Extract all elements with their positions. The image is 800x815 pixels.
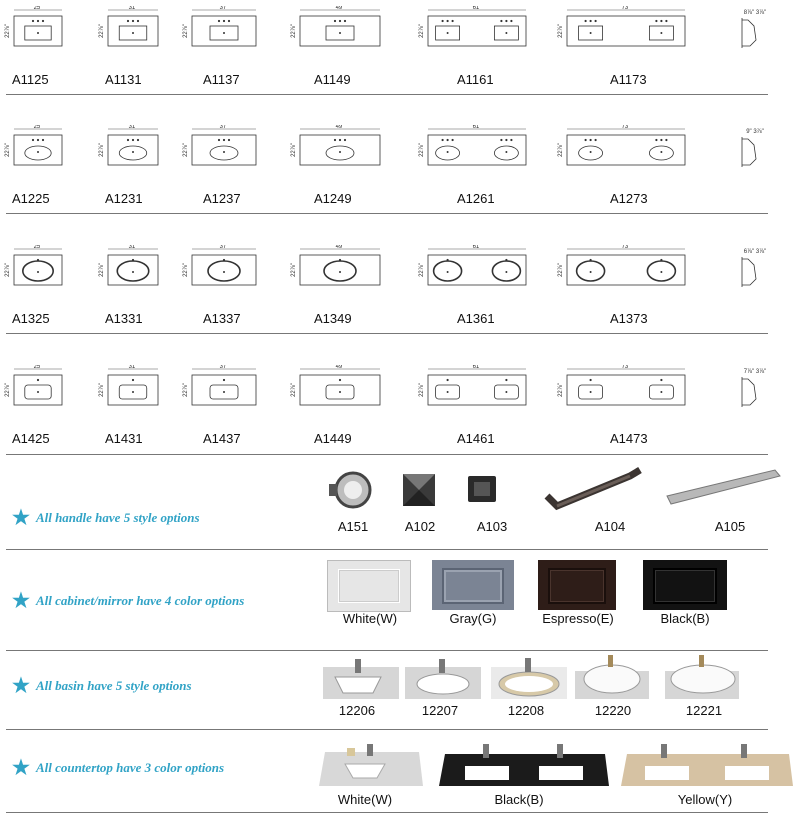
- width-dimension: 37": [219, 365, 229, 370]
- faucet-hole: [660, 259, 662, 261]
- depth-dimension: 22⅞": [291, 24, 297, 38]
- basin-code: 12221: [685, 703, 723, 718]
- faucet-hole: [218, 139, 220, 141]
- faucet-hole: [132, 259, 134, 261]
- drain-hole: [223, 32, 225, 34]
- faucet-hole: [590, 259, 592, 261]
- vanity-drawing-row: [0, 245, 800, 303]
- drain-hole: [660, 271, 662, 273]
- vanity-drawing-row: [0, 6, 800, 64]
- handle-code: A102: [404, 519, 436, 534]
- faucet-hole: [665, 139, 667, 141]
- drain-hole: [447, 151, 449, 153]
- drain-hole: [660, 391, 662, 393]
- width-dimension: 49": [335, 6, 345, 11]
- drain-hole: [37, 271, 39, 273]
- width-dimension: 61": [472, 6, 482, 11]
- cabinet-espresso-swatch: [538, 560, 616, 610]
- faucet-hole: [500, 20, 502, 22]
- drain-hole: [590, 151, 592, 153]
- drain-hole: [660, 32, 662, 34]
- faucet-hole: [660, 20, 662, 22]
- drain-hole: [339, 271, 341, 273]
- divider: [6, 94, 768, 95]
- faucet-hole: [447, 259, 449, 261]
- star-icon: ★: [12, 675, 30, 697]
- cabinet-color-label: White(W): [342, 611, 398, 626]
- width-dimension: 49": [335, 245, 345, 250]
- faucet-hole: [505, 20, 507, 22]
- faucet-hole: [37, 20, 39, 22]
- model-code: A1137: [203, 72, 240, 87]
- vanity-top-drawing: [99, 125, 158, 165]
- faucet-hole: [339, 379, 341, 381]
- divider: [6, 812, 768, 813]
- depth-dimension: 22⅞": [558, 263, 564, 277]
- basin-12220-image: [575, 655, 649, 699]
- cabinet-color-label: Espresso(E): [542, 611, 614, 626]
- countertop-options-label: ★ All countertop have 3 color options: [12, 757, 225, 779]
- handle-square-pull-image: [468, 476, 496, 502]
- width-dimension: 25": [33, 6, 43, 11]
- model-code: A1361: [457, 311, 495, 326]
- divider: [6, 213, 768, 214]
- depth-dimension: 22⅞": [5, 383, 11, 397]
- side-profile-drawing: [742, 369, 766, 407]
- drain-hole: [505, 151, 507, 153]
- model-code: A1461: [457, 431, 495, 446]
- width-dimension: 73": [621, 125, 631, 130]
- model-code: A1125: [12, 72, 49, 87]
- faucet-hole: [228, 20, 230, 22]
- faucet-hole: [339, 259, 341, 261]
- handle-images: [325, 466, 785, 516]
- vanity-top-drawing: [99, 6, 158, 46]
- width-dimension: 73": [621, 365, 631, 370]
- side-profile-drawing: [742, 249, 766, 287]
- vanity-top-drawing: [558, 125, 685, 165]
- depth-dimension: 22⅞": [99, 383, 105, 397]
- faucet-hole: [37, 259, 39, 261]
- vanity-top-drawing: [5, 125, 62, 165]
- depth-dimension: 22⅞": [99, 263, 105, 277]
- vanity-top-drawing: [419, 6, 526, 46]
- depth-dimension: 22⅞": [5, 24, 11, 38]
- faucet-hole: [339, 20, 341, 22]
- faucet-hole: [500, 139, 502, 141]
- profile-dimension: 7⅞" 3⅞": [743, 369, 767, 375]
- faucet-hole: [442, 20, 444, 22]
- faucet-hole: [37, 139, 39, 141]
- depth-dimension: 22⅞": [5, 263, 11, 277]
- model-code: A1161: [457, 72, 494, 87]
- model-code: A1373: [610, 311, 648, 326]
- basin-12206-image: [323, 659, 399, 699]
- faucet-hole: [223, 259, 225, 261]
- vanity-top-drawing: [183, 125, 256, 165]
- vanity-top-drawing: [5, 6, 62, 46]
- star-icon: ★: [12, 757, 30, 779]
- faucet-hole: [595, 20, 597, 22]
- side-profile-drawing: [742, 10, 766, 48]
- countertop-black-image: [439, 744, 609, 786]
- countertop-white-image: [319, 744, 423, 786]
- handle-arch-pull-image: [547, 470, 640, 506]
- depth-dimension: 22⅞": [291, 143, 297, 157]
- drain-hole: [590, 391, 592, 393]
- handle-code: A104: [594, 519, 626, 534]
- drain-hole: [590, 271, 592, 273]
- faucet-hole: [137, 20, 139, 22]
- vanity-top-drawing: [5, 365, 62, 405]
- vanity-top-drawing: [291, 6, 380, 46]
- width-dimension: 49": [335, 125, 345, 130]
- model-code: A1231: [105, 191, 143, 206]
- countertop-color-label: Yellow(Y): [677, 792, 733, 807]
- faucet-hole: [660, 139, 662, 141]
- cabinet-gray-swatch: [432, 560, 514, 610]
- vanity-top-drawing: [183, 365, 256, 405]
- faucet-hole: [655, 139, 657, 141]
- faucet-hole: [32, 139, 34, 141]
- depth-dimension: 22⅞": [183, 263, 189, 277]
- width-dimension: 25": [33, 125, 43, 130]
- drain-hole: [447, 32, 449, 34]
- divider: [6, 650, 768, 651]
- model-code: A1473: [610, 431, 648, 446]
- vanity-top-drawing: [291, 245, 380, 285]
- handle-code: A151: [337, 519, 369, 534]
- width-dimension: 25": [33, 365, 43, 370]
- faucet-hole: [334, 139, 336, 141]
- depth-dimension: 22⅞": [183, 24, 189, 38]
- drain-hole: [660, 151, 662, 153]
- vanity-top-drawing: [558, 245, 685, 285]
- depth-dimension: 22⅞": [5, 143, 11, 157]
- vanity-top-drawing: [99, 245, 158, 285]
- faucet-hole: [585, 139, 587, 141]
- drain-hole: [447, 391, 449, 393]
- depth-dimension: 22⅞": [183, 383, 189, 397]
- drain-hole: [37, 32, 39, 34]
- faucet-hole: [442, 139, 444, 141]
- faucet-hole: [223, 379, 225, 381]
- depth-dimension: 22⅞": [558, 143, 564, 157]
- faucet-hole: [344, 20, 346, 22]
- model-code: A1131: [105, 72, 142, 87]
- drain-hole: [339, 151, 341, 153]
- basin-options-label: ★ All basin have 5 style options: [12, 675, 192, 697]
- faucet-hole: [660, 379, 662, 381]
- faucet-hole: [42, 139, 44, 141]
- handle-options-label: ★ All handle have 5 style options: [12, 507, 200, 529]
- faucet-hole: [42, 20, 44, 22]
- width-dimension: 25": [33, 245, 43, 250]
- drain-hole: [505, 391, 507, 393]
- faucet-hole: [228, 139, 230, 141]
- basin-images: [315, 655, 775, 701]
- countertop-images: [315, 738, 795, 788]
- vanity-top-drawing: [558, 365, 685, 405]
- faucet-hole: [505, 379, 507, 381]
- faucet-hole: [127, 20, 129, 22]
- drain-hole: [132, 32, 134, 34]
- model-code: A1173: [610, 72, 647, 87]
- width-dimension: 73": [621, 245, 631, 250]
- vanity-drawing-row: [0, 125, 800, 183]
- model-code: A1249: [314, 191, 352, 206]
- width-dimension: 31": [128, 365, 138, 370]
- handle-bar-pull-image: [667, 470, 780, 504]
- width-dimension: 61": [472, 365, 482, 370]
- vanity-drawing-row: [0, 365, 800, 423]
- model-code: A1337: [203, 311, 241, 326]
- countertop-color-label: White(W): [337, 792, 393, 807]
- depth-dimension: 22⅞": [558, 383, 564, 397]
- width-dimension: 61": [472, 245, 482, 250]
- side-profile-drawing: [742, 129, 764, 167]
- faucet-hole: [447, 139, 449, 141]
- faucet-hole: [223, 139, 225, 141]
- faucet-hole: [505, 139, 507, 141]
- faucet-hole: [127, 139, 129, 141]
- model-code: A1431: [105, 431, 143, 446]
- model-code: A1325: [12, 311, 50, 326]
- basin-code: 12207: [421, 703, 459, 718]
- cabinet-color-label: Gray(G): [449, 611, 497, 626]
- width-dimension: 37": [219, 125, 229, 130]
- basin-code: 12206: [338, 703, 376, 718]
- depth-dimension: 22⅞": [419, 263, 425, 277]
- divider: [6, 549, 768, 550]
- vanity-top-drawing: [419, 245, 526, 285]
- depth-dimension: 22⅞": [419, 383, 425, 397]
- faucet-hole: [452, 139, 454, 141]
- basin-code: 12220: [594, 703, 632, 718]
- faucet-hole: [510, 139, 512, 141]
- divider: [6, 729, 768, 730]
- drain-hole: [447, 271, 449, 273]
- faucet-hole: [452, 20, 454, 22]
- countertop-yellow-image: [621, 744, 793, 786]
- width-dimension: 73": [621, 6, 631, 11]
- drain-hole: [505, 271, 507, 273]
- profile-dimension: 8⅞" 3⅞": [743, 10, 767, 16]
- faucet-hole: [132, 139, 134, 141]
- faucet-hole: [344, 139, 346, 141]
- profile-dimension: 9" 3⅞": [746, 129, 764, 135]
- depth-dimension: 22⅞": [419, 143, 425, 157]
- drain-hole: [132, 391, 134, 393]
- cabinet-black-swatch: [643, 560, 727, 610]
- width-dimension: 31": [128, 6, 138, 11]
- model-code: A1273: [610, 191, 648, 206]
- basin-code: 12208: [507, 703, 545, 718]
- drain-hole: [590, 32, 592, 34]
- drain-hole: [223, 271, 225, 273]
- model-code: A1449: [314, 431, 352, 446]
- model-code: A1331: [105, 311, 143, 326]
- faucet-hole: [32, 20, 34, 22]
- faucet-hole: [132, 20, 134, 22]
- drain-hole: [223, 391, 225, 393]
- faucet-hole: [655, 20, 657, 22]
- faucet-hole: [132, 379, 134, 381]
- model-code: A1237: [203, 191, 241, 206]
- width-dimension: 37": [219, 245, 229, 250]
- drain-hole: [223, 151, 225, 153]
- model-code: A1349: [314, 311, 352, 326]
- vanity-top-drawing: [558, 6, 685, 46]
- vanity-top-drawing: [291, 365, 380, 405]
- faucet-hole: [595, 139, 597, 141]
- depth-dimension: 22⅞": [99, 24, 105, 38]
- depth-dimension: 22⅞": [99, 143, 105, 157]
- countertop-color-label: Black(B): [494, 792, 544, 807]
- cabinet-options-label: ★ All cabinet/mirror have 4 color options: [12, 590, 245, 612]
- depth-dimension: 22⅞": [291, 263, 297, 277]
- model-code: A1425: [12, 431, 50, 446]
- faucet-hole: [590, 379, 592, 381]
- star-icon: ★: [12, 507, 30, 529]
- faucet-hole: [447, 379, 449, 381]
- vanity-top-drawing: [183, 245, 256, 285]
- cabinet-white-swatch: [327, 560, 411, 612]
- depth-dimension: 22⅞": [419, 24, 425, 38]
- star-icon: ★: [12, 590, 30, 612]
- drain-hole: [132, 151, 134, 153]
- width-dimension: 61": [472, 125, 482, 130]
- faucet-hole: [37, 379, 39, 381]
- model-code: A1225: [12, 191, 50, 206]
- profile-dimension: 6⅞" 3⅞": [743, 249, 767, 255]
- width-dimension: 31": [128, 245, 138, 250]
- handle-square-knob-image: [403, 474, 435, 506]
- vanity-top-drawing: [419, 125, 526, 165]
- handle-code: A103: [476, 519, 508, 534]
- width-dimension: 49": [335, 365, 345, 370]
- vanity-top-drawing: [419, 365, 526, 405]
- width-dimension: 37": [219, 6, 229, 11]
- vanity-top-drawing: [291, 125, 380, 165]
- faucet-hole: [590, 20, 592, 22]
- drain-hole: [37, 391, 39, 393]
- divider: [6, 333, 768, 334]
- cabinet-color-label: Black(B): [660, 611, 710, 626]
- model-code: A1149: [314, 72, 351, 87]
- faucet-hole: [447, 20, 449, 22]
- handle-knob-image: [329, 473, 370, 507]
- faucet-hole: [137, 139, 139, 141]
- faucet-hole: [223, 20, 225, 22]
- faucet-hole: [334, 20, 336, 22]
- faucet-hole: [665, 20, 667, 22]
- width-dimension: 31": [128, 125, 138, 130]
- model-code: A1261: [457, 191, 495, 206]
- faucet-hole: [510, 20, 512, 22]
- basin-12208-image: [491, 658, 567, 699]
- faucet-hole: [339, 139, 341, 141]
- drain-hole: [37, 151, 39, 153]
- faucet-hole: [585, 20, 587, 22]
- vanity-top-drawing: [183, 6, 256, 46]
- faucet-hole: [590, 139, 592, 141]
- vanity-top-drawing: [99, 365, 158, 405]
- divider: [6, 454, 768, 455]
- depth-dimension: 22⅞": [183, 143, 189, 157]
- basin-12221-image: [665, 655, 739, 699]
- drain-hole: [132, 271, 134, 273]
- drain-hole: [339, 391, 341, 393]
- faucet-hole: [218, 20, 220, 22]
- basin-12207-image: [405, 659, 481, 699]
- depth-dimension: 22⅞": [558, 24, 564, 38]
- handle-code: A105: [714, 519, 746, 534]
- drain-hole: [339, 32, 341, 34]
- depth-dimension: 22⅞": [291, 383, 297, 397]
- drain-hole: [505, 32, 507, 34]
- vanity-top-drawing: [5, 245, 62, 285]
- faucet-hole: [505, 259, 507, 261]
- model-code: A1437: [203, 431, 241, 446]
